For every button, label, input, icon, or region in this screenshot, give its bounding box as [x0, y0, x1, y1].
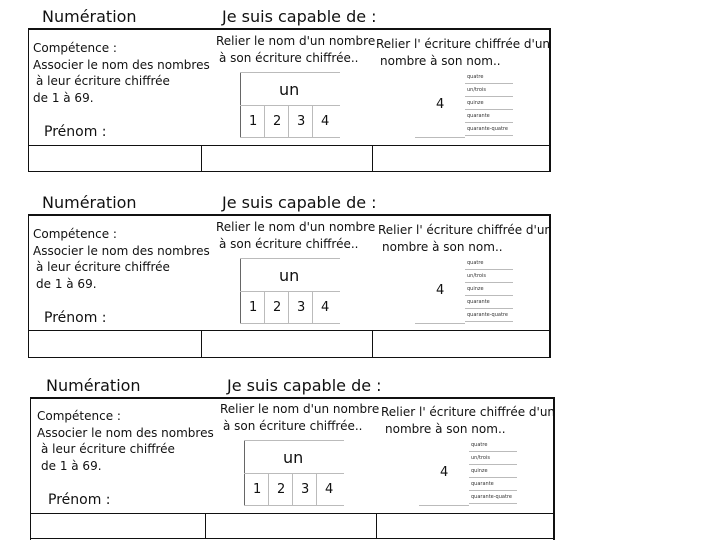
card-header-capable: Je suis capable de :	[222, 193, 377, 212]
exercise-number: 1	[249, 300, 258, 315]
card-border-top	[28, 214, 550, 216]
task-2-line: Relier l' écriture chiffrée d'un	[376, 37, 551, 51]
competence-line: de 1 à 69.	[41, 458, 102, 473]
exercise-word-option: quinze	[467, 100, 484, 106]
exercise-word-option: quarante	[467, 113, 490, 119]
prenom-cell-3[interactable]	[373, 331, 549, 357]
card-header-numeration: Numération	[46, 376, 141, 395]
task-2	[381, 404, 555, 438]
task-1-line: à son écriture chiffrée..	[219, 51, 359, 65]
exercise-1-preview	[240, 258, 340, 324]
task-1-line: Relier le nom d'un nombre	[216, 220, 376, 234]
exercise-word: un	[279, 266, 300, 285]
prenom-label: Prénom :	[44, 124, 107, 140]
card-border-top	[30, 397, 554, 399]
exercise-word-option: quarante	[467, 299, 490, 305]
exercise-word-option: quinze	[471, 468, 488, 474]
competence-text	[33, 226, 210, 292]
competence-line: à leur écriture chiffrée	[36, 74, 170, 88]
prenom-label: Prénom :	[48, 492, 111, 508]
competence-label: Compétence :	[37, 409, 121, 423]
exercise-number: 4	[321, 114, 330, 129]
exercise-number: 3	[301, 482, 310, 497]
exercise-word-option: quarante-quatre	[467, 126, 508, 132]
exercise-word-option: quarante-quatre	[467, 312, 508, 318]
card-border-top	[28, 28, 550, 30]
competence-text	[33, 40, 210, 106]
exercise-number: 4	[321, 300, 330, 315]
task-2-line: nombre à son nom..	[382, 240, 503, 254]
exercise-number: 4	[440, 465, 449, 480]
exercise-number: 2	[273, 114, 282, 129]
competence-line: de 1 à 69.	[36, 276, 97, 291]
exercise-word-option: un/trois	[467, 87, 486, 93]
prenom-cell-2[interactable]	[202, 146, 372, 171]
exercise-word: un	[279, 80, 300, 99]
competence-line: à leur écriture chiffrée	[41, 442, 175, 456]
exercise-1-preview	[244, 440, 344, 506]
card-header-capable: Je suis capable de :	[227, 376, 382, 395]
exercise-word-option: quatre	[467, 260, 484, 266]
task-1	[216, 33, 375, 67]
task-2-line: nombre à son nom..	[380, 54, 501, 68]
exercise-number: 4	[436, 97, 445, 112]
task-1	[220, 401, 379, 435]
task-1	[216, 219, 375, 253]
card-border-bottom	[28, 171, 550, 172]
exercise-1-preview	[240, 72, 340, 138]
card-header-capable: Je suis capable de :	[222, 7, 377, 26]
competence-label: Compétence :	[33, 227, 117, 241]
competence-line: de 1 à 69.	[33, 90, 94, 105]
task-1-line: à son écriture chiffrée..	[223, 419, 363, 433]
exercise-word-option: quatre	[471, 442, 488, 448]
prenom-cell-2[interactable]	[202, 331, 372, 357]
exercise-number: 2	[277, 482, 286, 497]
exercise-word: un	[283, 448, 304, 467]
task-1-line: à son écriture chiffrée..	[219, 237, 359, 251]
exercise-number: 1	[249, 114, 258, 129]
competence-text	[37, 408, 214, 474]
task-2-line: Relier l' écriture chiffrée d'un	[378, 223, 553, 237]
exercise-2-preview	[415, 258, 515, 324]
prenom-cell-1[interactable]	[29, 146, 201, 171]
task-2-line: Relier l' écriture chiffrée d'un	[381, 405, 556, 419]
exercise-number: 4	[325, 482, 334, 497]
exercise-number: 4	[436, 283, 445, 298]
prenom-cell-1[interactable]	[29, 331, 201, 357]
competence-line: Associer le nom des nombres	[37, 425, 214, 440]
competence-line: Associer le nom des nombres	[33, 57, 210, 72]
competence-label: Compétence :	[33, 41, 117, 55]
exercise-word-option: quinze	[467, 286, 484, 292]
exercise-2-preview	[415, 72, 515, 138]
exercise-word-option: un/trois	[467, 273, 486, 279]
exercise-number: 2	[273, 300, 282, 315]
competence-line: à leur écriture chiffrée	[36, 260, 170, 274]
card-border-bottom	[30, 538, 554, 539]
card-header-numeration: Numération	[42, 7, 137, 26]
exercise-number: 3	[297, 300, 306, 315]
task-1-line: Relier le nom d'un nombre	[220, 402, 380, 416]
task-2	[378, 222, 552, 256]
prenom-cell-3[interactable]	[373, 146, 549, 171]
exercise-2-preview	[419, 440, 519, 506]
task-2-line: nombre à son nom..	[385, 422, 506, 436]
card-header-numeration: Numération	[42, 193, 137, 212]
prenom-cell-2[interactable]	[206, 514, 376, 538]
prenom-label: Prénom :	[44, 310, 107, 326]
task-1-line: Relier le nom d'un nombre	[216, 34, 376, 48]
exercise-word-option: quarante	[471, 481, 494, 487]
exercise-word-option: quarante-quatre	[471, 494, 512, 500]
competence-line: Associer le nom des nombres	[33, 243, 210, 258]
exercise-word-option: un/trois	[471, 455, 490, 461]
card-border-bottom	[28, 357, 550, 358]
task-2	[376, 36, 550, 70]
exercise-number: 3	[297, 114, 306, 129]
prenom-cell-3[interactable]	[377, 514, 553, 538]
exercise-number: 1	[253, 482, 262, 497]
exercise-word-option: quatre	[467, 74, 484, 80]
prenom-cell-1[interactable]	[31, 514, 205, 538]
